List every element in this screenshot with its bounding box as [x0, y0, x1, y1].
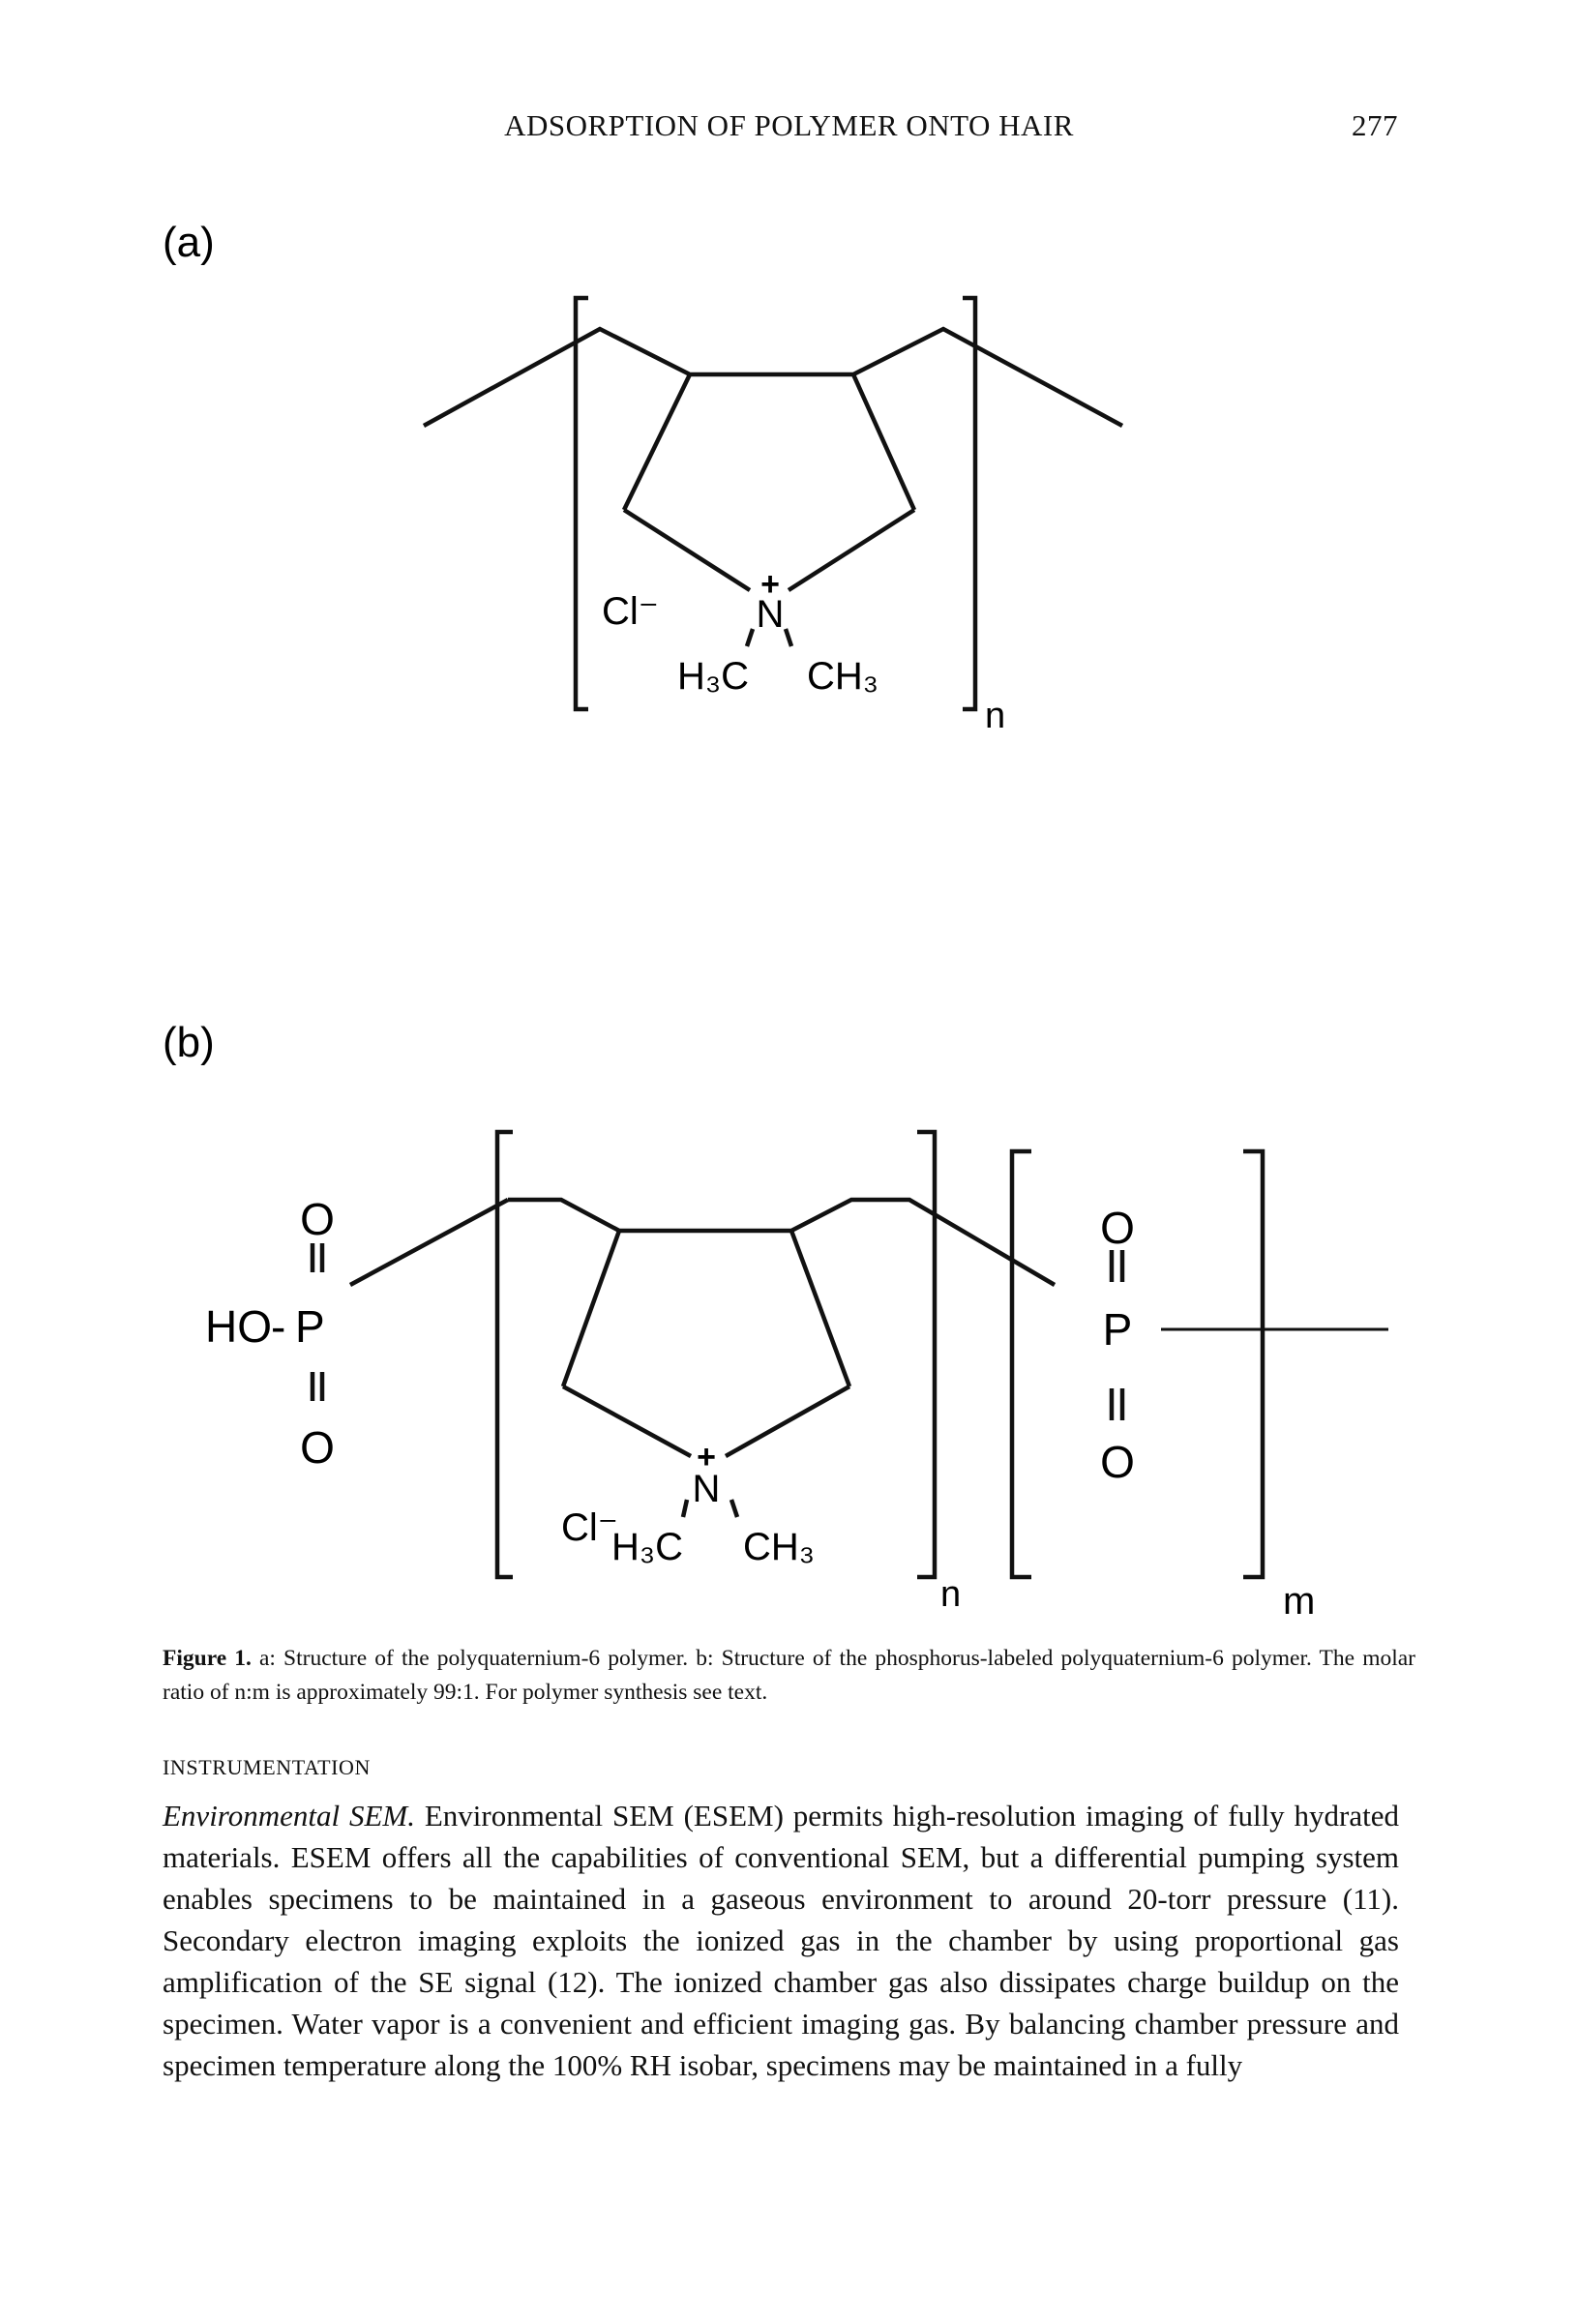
panel-b-phosphorus: P [295, 1301, 325, 1352]
panel-b-nitrogen: N [692, 1468, 721, 1510]
panel-a-charge: + [760, 566, 780, 603]
figure-caption [163, 1642, 1415, 1710]
panel-b-bottom-oxygen: O [300, 1422, 335, 1473]
caption-text: a: Structure of the polyquaternium-6 polymer. b: Structure of the phosphorus-labeled polyquaternium-6 polymer. The molar ratio of n:m is approximately 99:1. For polymer synthesis see text. [163, 1646, 1416, 1705]
panel-a-counter-ion: Cl⁻ [602, 590, 659, 633]
paragraph-text: Environmental SEM (ESEM) permits high-resolution imaging of fully hydrated materials. ESEM offers all the capabilities of conventional SEM, but a differential pumping system enables specimens to be maintained in a gaseous environment to around 20-torr pressure (11). Secondary electron imaging exploits the ionized gas in the chamber by using proportional gas amplification of the SE signal (12). The ionized chamber gas also dissipates charge buildup on the specimen. Water vapor is a convenient and efficient imaging gas. By balancing chamber pressure and specimen temperature along the 100% RH isobar, specimens may be maintained in a fully [163, 1799, 1400, 2082]
caption-label: Figure 1. [163, 1646, 252, 1671]
panel-b-counter-ion: Cl⁻ [561, 1506, 618, 1549]
panel-b-label: (b) [163, 1019, 215, 1066]
panel-b-repeat-index-m: m [1283, 1580, 1316, 1623]
panel-b-charge: + [697, 1439, 716, 1475]
subheading: Environmental SEM. [163, 1799, 415, 1832]
panel-a-methyl-left: H₃C [677, 655, 750, 698]
panel-a-repeat-index: n [985, 696, 1006, 736]
panel-a-methyl-right: CH₃ [807, 655, 879, 698]
running-title: ADSORPTION OF POLYMER ONTO HAIR [504, 108, 1074, 142]
section-heading: INSTRUMENTATION [163, 1755, 372, 1779]
panel-b-dash: - [271, 1301, 286, 1352]
panel-b-second-phosphorus: P [1102, 1304, 1133, 1355]
body-paragraph [163, 1795, 1399, 2086]
page-number: 277 [1352, 108, 1398, 142]
panel-a-nitrogen: N [756, 593, 785, 636]
structure-a-bonds [424, 298, 1122, 709]
structure-b-bonds [313, 1132, 1388, 1577]
panel-b-methyl-right: CH₃ [743, 1526, 816, 1568]
panel-b-hydroxyl: HO [205, 1301, 272, 1352]
panel-b-second-bottom-oxygen: O [1100, 1437, 1135, 1487]
panel-b-second-top-oxygen: O [1100, 1203, 1135, 1253]
panel-a-label: (a) [163, 219, 215, 266]
panel-b-methyl-left: H₃C [611, 1526, 684, 1568]
panel-b-repeat-index-n: n [940, 1574, 962, 1615]
panel-b-top-oxygen: O [300, 1194, 335, 1244]
